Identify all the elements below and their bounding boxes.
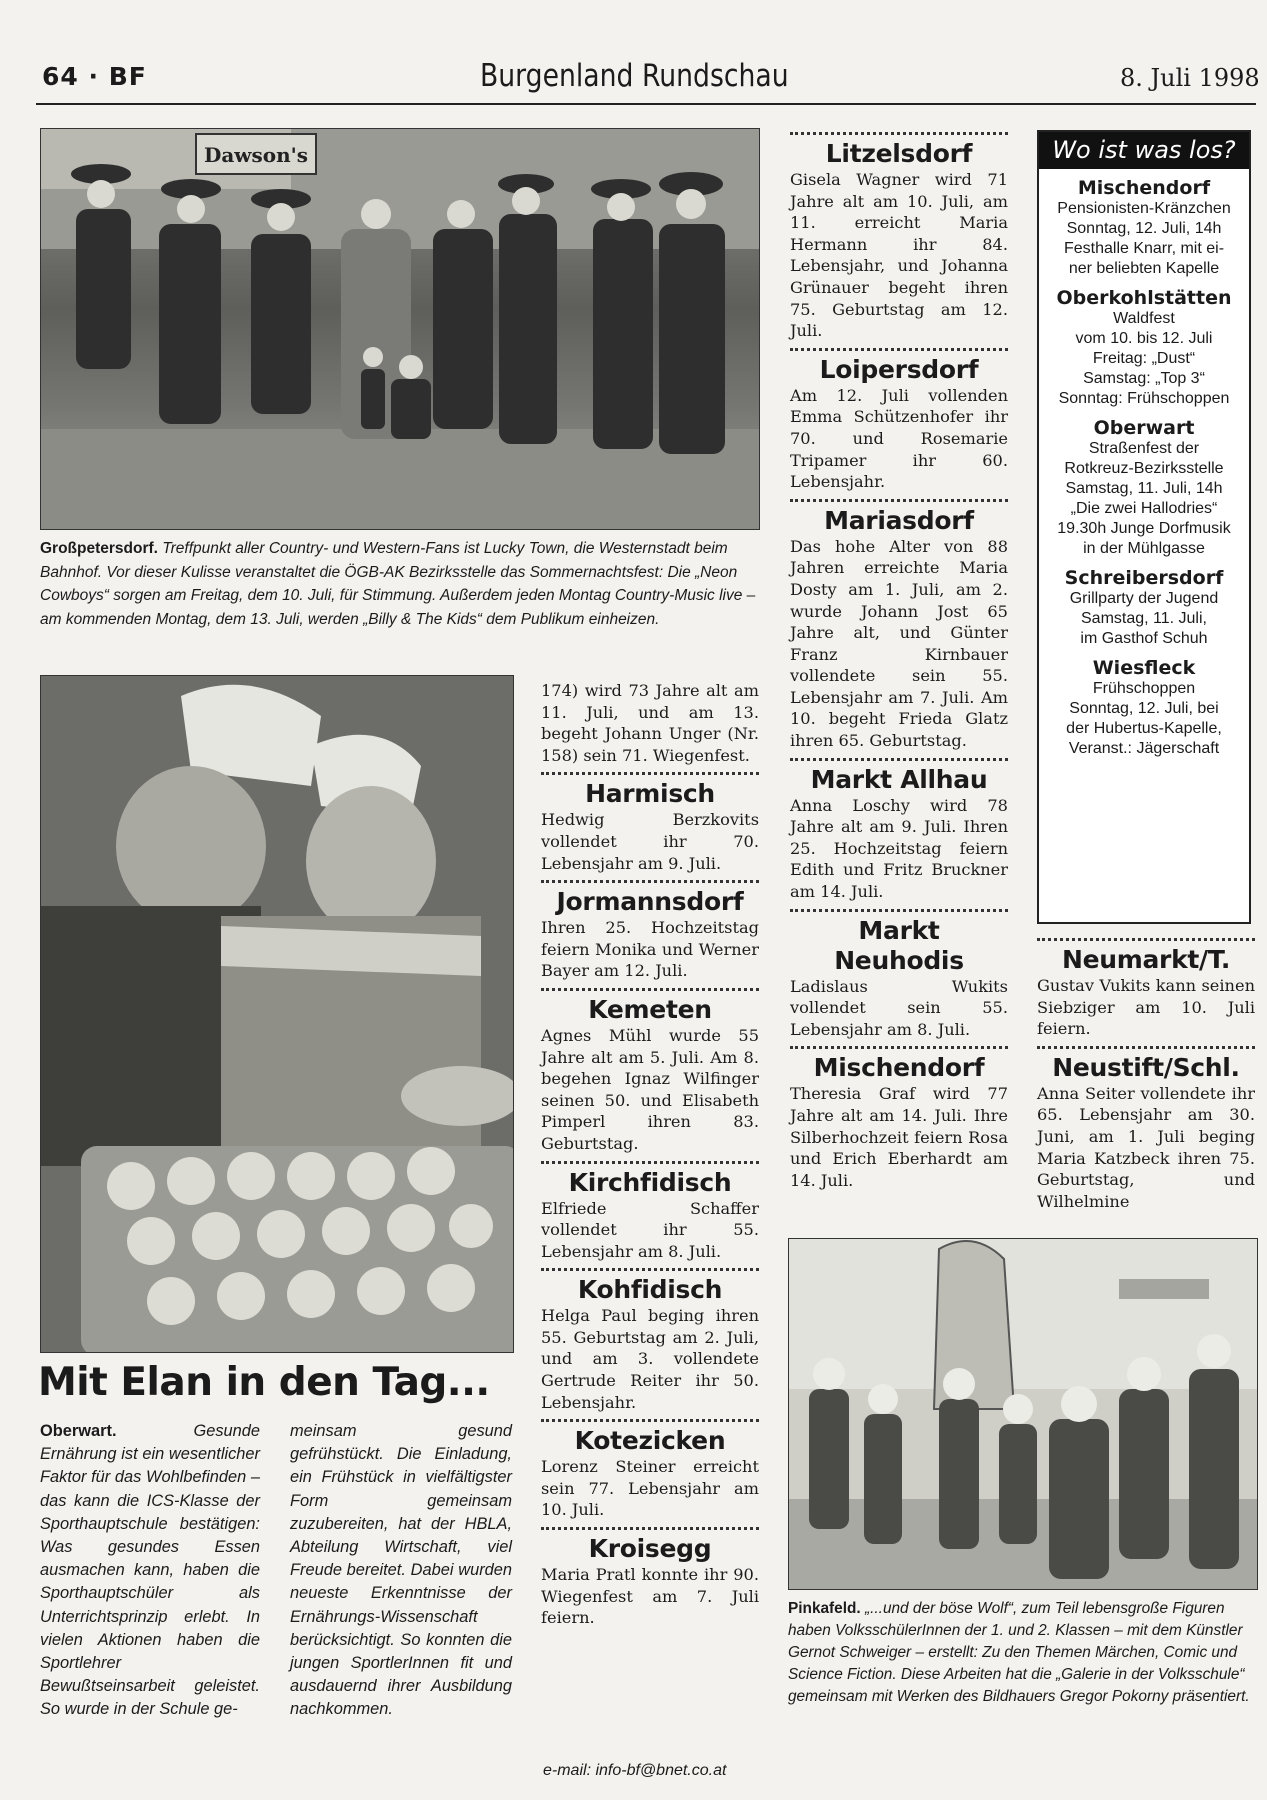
event-line: Sonntag, 12. Juli, bei [1069, 700, 1219, 717]
middle-intro-text: 174) wird 73 Jahre alt am 11. Juli, und am 13. begeht Johann Unger (Nr. 158) sein 71. Wiegenfest. [541, 681, 759, 765]
dotted-divider [790, 348, 1008, 351]
place-text: Gustav Vukits kann seinen Siebziger am 10. Juli feiern. [1037, 976, 1255, 1039]
event-line: „Die zwei Hallodries“ [1070, 500, 1218, 517]
place-text: Helga Paul beging ihren 55. Geburtstag am 2. Juli, und am 3. vollendete Gertrude Reiter ihr 50. Lebensjahr. [541, 1306, 759, 1412]
birthday-section [541, 1426, 759, 1521]
birthday-section [790, 355, 1008, 493]
place-text: Maria Pratl konnte ihr 90. Wiegenfest am 7. Juli feiern. [541, 1565, 759, 1628]
place-text: Anna Seiter vollendete ihr 65. Lebensjahr am 30. Juni, am 1. Juli beging Maria Katzbeck ihren 75. Geburtstag, und Wilhelmine [1037, 1083, 1255, 1211]
place-text: Das hohe Alter von 88 Jahren erreichte Maria Dosty am 1. Juli, am 2. wurde Johann Jost 65 Jahre alt, und Günter Franz Kirnbauer vollendete sein 55. Lebensjahr am 7. Juli. Am 10. begeht Frieda Glatz ihren 65. Geburtstag. [790, 536, 1008, 751]
event-line: vom 10. bis 12. Juli [1075, 330, 1213, 347]
birthday-section [541, 1534, 759, 1629]
birthdays-middle-column [541, 680, 759, 1629]
place-heading: Neumarkt/T. [1061, 945, 1231, 974]
dotted-divider [541, 1419, 759, 1422]
birthdays-right-bottom [1037, 938, 1255, 1212]
birthday-section [541, 995, 759, 1155]
article-column-1 [40, 1420, 260, 1722]
place-text: Theresia Graf wird 77 Jahre alt am 14. Juli. Ihre Silberhochzeit feiern Rosa und Erich Eberhardt am 14. Juli. [790, 1084, 1008, 1190]
event-item [1039, 657, 1249, 759]
dotted-divider [541, 988, 759, 991]
contact-email[interactable]: e-mail: info-bf@bnet.co.at [543, 1762, 727, 1779]
newspaper-title: Burgenland Rundschau [480, 58, 789, 94]
birthday-section [790, 506, 1008, 752]
bottom-photo-caption [788, 1598, 1256, 1708]
dotted-divider [541, 772, 759, 775]
event-item [1039, 417, 1249, 559]
place-heading: Jormannsdorf [556, 887, 744, 917]
event-line: Waldfest [1113, 310, 1175, 327]
event-line: Sonntag, 12. Juli, 14h [1066, 220, 1222, 237]
dotted-divider [1037, 938, 1255, 941]
caption-text: Treffpunkt aller Country- und Western-Fans ist Lucky Town, die Westernstadt beim Bahnhof. Vor dieser Kulisse veranstaltet die ÖGB-AK Bezirksstelle das Sommernachtsfest: Die „Neon Cowboys“ sorgen am Freitag, dem 10. Juli, für Stimmung. Außerdem jeden Montag Country-Music live – am kommenden Montag, dem 13. Juli, werden „Billy & The Kids“ dem Publikum einheizen. [40, 540, 756, 628]
event-line: Pensionisten-Kränzchen [1057, 200, 1231, 217]
place-text: Ihren 25. Hochzeitstag feiern Monika und Werner Bayer am 12. Juli. [541, 918, 759, 981]
place-text: Hedwig Berzkovits vollendet ihr 70. Lebensjahr am 9. Juli. [541, 810, 759, 873]
place-text: Agnes Mühl wurde 55 Jahre alt am 5. Juli. Am 8. begehen Ignaz Wilfinger seinen 50. und Elisabeth Pimperl ihren 83. Geburtstag. [541, 1025, 759, 1153]
dotted-divider [790, 758, 1008, 761]
event-line: Veranst.: Jägerschaft [1068, 740, 1220, 757]
birthday-section [541, 887, 759, 982]
place-text: Ladislaus Wukits vollendet sein 55. Lebensjahr am 8. Juli. [790, 976, 1008, 1039]
event-item [1039, 287, 1249, 409]
place-text: Elfriede Schaffer vollendet ihr 55. Lebensjahr am 8. Juli. [541, 1198, 759, 1261]
event-line: Freitag: „Dust“ [1092, 350, 1196, 367]
event-line: Samstag, 11. Juli, [1081, 610, 1207, 627]
western-town-photo [40, 128, 760, 530]
event-line: Samstag: „Top 3“ [1083, 370, 1205, 387]
place-heading: Markt Neuhodis [834, 915, 964, 975]
place-heading: Mischendorf [813, 1053, 985, 1083]
event-line: im Gasthof Schuh [1080, 630, 1208, 647]
event-item [1039, 567, 1249, 649]
birthday-section [790, 1053, 1008, 1191]
event-place: Wiesfleck [1092, 657, 1196, 679]
event-place: Oberkohlstätten [1056, 287, 1232, 309]
birthday-section [541, 1168, 759, 1263]
dawsons-sign: Dawson's [203, 143, 309, 167]
place-text: Anna Loschy wird 78 Jahre alt am 9. Juli. Ihren 25. Hochzeitstag feiern Edith und Fritz Bruckner am 14. Juli. [790, 795, 1008, 902]
event-line: Sonntag: Frühschoppen [1058, 390, 1230, 407]
article-headline: Mit Elan in den Tag... [38, 1360, 490, 1405]
events-box [1037, 130, 1251, 924]
article-text-2: meinsam gesund gefrühstückt. Die Einladung, ein Frühstück in vielfältigster Form gemeinsam zuzubereiten, hat der HBLA, Abteilung Wirtschaft, viel Freude bereitet. Dabei wurden neueste Erkenntnisse der Ernährungs-Wissenschaft berücksichtigt. So konnten die jungen SportlerInnen fit und ausdauernd ihrer Ausbildung nachkommen. [290, 1422, 512, 1719]
dotted-divider [541, 1527, 759, 1530]
article-location: Oberwart. [40, 1422, 117, 1440]
event-line: ner beliebten Kapelle [1068, 260, 1220, 277]
header-rule [36, 103, 1256, 105]
event-line: in der Mühlgasse [1083, 540, 1205, 557]
article-column-2 [290, 1420, 512, 1722]
children-figures-photo [788, 1238, 1258, 1590]
article-text-1: Gesunde Ernährung ist ein wesentlicher Faktor für das Wohlbefinden – das kann die ICS-Klasse der Sporthauptschule bestätigen: Was gesundes Essen ausmachen kann, haben die Sporthauptschüler als Unterrichtsprinzip erlebt. In vielen Aktionen haben die Sportlehrer Bewußtseinsarbeit geleistet. So wurde in der Schule ge- [40, 1422, 260, 1719]
event-line: Frühschoppen [1092, 680, 1196, 697]
event-line: Samstag, 11. Juli, 14h [1065, 480, 1223, 497]
place-heading: Litzelsdorf [825, 139, 973, 168]
place-heading: Neustift/Schl. [1052, 1052, 1240, 1082]
place-text: Lorenz Steiner erreicht sein 77. Lebensjahr am 10. Juli. [541, 1457, 759, 1520]
dotted-divider [541, 880, 759, 883]
dotted-divider [790, 132, 1008, 135]
place-heading: Markt Allhau [810, 764, 988, 794]
event-place: Oberwart [1093, 417, 1195, 439]
dotted-divider [541, 1161, 759, 1164]
place-text: Gisela Wagner wird 71 Jahre alt am 10. Juli, am 11. erreicht Maria Hermann ihr 84. Lebensjahr, und Johanna Grünauer begeht ihren 75. Geburtstag am 12. Juli. [790, 170, 1008, 341]
place-heading: Kemeten [588, 994, 712, 1024]
event-line: Grillparty der Jugend [1069, 590, 1219, 607]
caption-location: Pinkafeld. [788, 1600, 861, 1617]
cooking-photo [40, 675, 514, 1353]
place-heading: Kroisegg [588, 1534, 712, 1564]
birthday-section [790, 139, 1008, 342]
place-heading: Kohfidisch [577, 1275, 723, 1305]
birthday-section [790, 765, 1008, 903]
birthday-section [790, 916, 1008, 1041]
caption-text: „...und der böse Wolf“, zum Teil lebensgroße Figuren haben VolksschülerInnen der 1. und 2. Klassen – mit dem Künstler Gernot Schweiger – erstellt: Zu den Themen Märchen, Comic und Science Fiction. Diese Arbeiten hat die „Galerie in der Volksschule“ gemeinsam mit Werken des Bildhauers Gregor Pokorny präsentiert. [788, 1600, 1250, 1705]
events-box-title: Wo ist was los? [1039, 132, 1249, 169]
place-heading: Kirchfidisch [568, 1167, 732, 1197]
birthday-section [541, 779, 759, 874]
event-place: Mischendorf [1077, 177, 1211, 199]
event-line: 19.30h Junge Dorfmusik [1057, 520, 1231, 537]
issue-date: 8. Juli 1998 [1120, 64, 1260, 92]
place-heading: Kotezicken [574, 1426, 726, 1456]
caption-location: Großpetersdorf. [40, 540, 158, 557]
place-heading: Mariasdorf [824, 505, 974, 535]
birthday-section [541, 1275, 759, 1413]
place-heading: Loipersdorf [819, 354, 979, 384]
event-line: der Hubertus-Kapelle, [1066, 720, 1222, 737]
page-number: 64 · BF [42, 62, 147, 91]
place-text: Am 12. Juli vollenden Emma Schützenhofer ihr 70. und Rosemarie Tripamer ihr 60. Lebensjahr. [790, 385, 1008, 492]
event-place: Schreibersdorf [1064, 567, 1224, 589]
dotted-divider [790, 499, 1008, 502]
place-heading: Harmisch [585, 779, 715, 809]
dotted-divider [541, 1268, 759, 1271]
dotted-divider [790, 1046, 1008, 1049]
event-line: Festhalle Knarr, mit ei- [1063, 240, 1225, 257]
top-photo-caption [40, 537, 758, 631]
birthdays-right-column [790, 132, 1008, 1191]
event-line: Rotkreuz-Bezirksstelle [1064, 460, 1224, 477]
dotted-divider [1037, 1046, 1255, 1049]
event-item [1039, 177, 1249, 279]
event-line: Straßenfest der [1088, 440, 1200, 457]
dotted-divider [790, 909, 1008, 912]
